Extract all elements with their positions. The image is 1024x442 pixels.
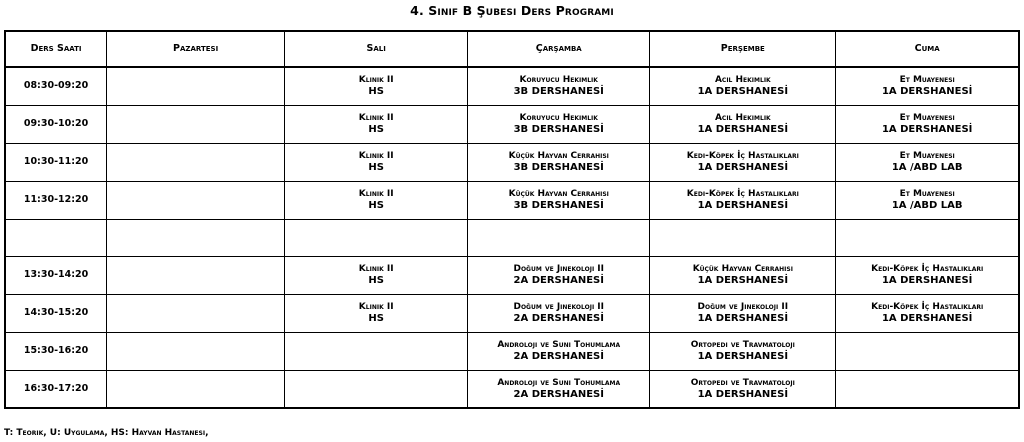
wednesday-cell <box>468 67 650 105</box>
time-cell: 15:30-16:20 <box>5 332 107 370</box>
wednesday-cell <box>468 181 650 219</box>
course-name: Klinik II <box>358 302 394 312</box>
monday-cell <box>107 67 285 105</box>
time-cell: 08:30-09:20 <box>5 67 107 105</box>
course-room: 1A DERSHANESİ <box>697 313 789 324</box>
course-room: 3B DERSHANESİ <box>513 200 604 211</box>
monday-cell <box>107 181 285 219</box>
time-cell: 09:30-10:20 <box>5 105 107 143</box>
course-room: 1A /ABD LAB <box>891 162 963 173</box>
course-room: HS <box>368 86 384 98</box>
course-name: Kedi-Köpek İç Hastalıkları <box>871 302 984 312</box>
course-name: Acil Hekimlik <box>714 75 771 86</box>
table-row <box>5 181 1019 219</box>
course-name: Küçük Hayvan Cerrahisi <box>508 151 609 161</box>
tuesday-cell <box>285 105 468 143</box>
course-room: 2A DERSHANESİ <box>513 275 604 286</box>
course-name: Klinik II <box>358 151 394 161</box>
thursday-cell <box>650 370 836 408</box>
wednesday-cell <box>468 370 650 408</box>
friday-cell <box>836 143 1019 181</box>
course-room: 3B DERSHANESİ <box>513 124 604 135</box>
course-name: Ortopedi ve Travmatoloji <box>690 377 795 388</box>
wednesday-cell <box>468 143 650 181</box>
time-cell: 11:30-12:20 <box>5 181 107 219</box>
time-cell: 10:30-11:20 <box>5 143 107 181</box>
thursday-cell <box>650 332 836 370</box>
course-room: 1A DERSHANESİ <box>881 124 973 135</box>
friday-cell <box>836 67 1019 105</box>
thursday-cell <box>650 105 836 143</box>
time-cell: 14:30-15:20 <box>5 294 107 332</box>
monday-cell <box>107 256 285 294</box>
header-time: Ders Saati <box>5 31 107 67</box>
tuesday-cell <box>285 67 468 105</box>
course-room: 1A DERSHANESİ <box>697 275 789 286</box>
course-name: Klinik II <box>358 264 394 274</box>
course-name: Doğum ve Jinekoloji II <box>513 302 605 312</box>
course-name: Doğum ve Jinekoloji II <box>697 302 789 312</box>
course-name: Et Muayenesi <box>899 113 955 123</box>
table-row <box>5 294 1019 332</box>
course-name: Et Muayenesi <box>899 75 955 86</box>
header-thursday: Perşembe <box>650 31 836 67</box>
course-room: 1A DERSHANESİ <box>697 86 789 98</box>
header-friday: Cuma <box>836 31 1019 67</box>
header-row <box>5 31 1019 67</box>
header-monday: Pazartesi <box>107 31 285 67</box>
course-room: HS <box>368 275 384 286</box>
time-cell: 13:30-14:20 <box>5 256 107 294</box>
monday-cell <box>107 219 285 256</box>
header-wednesday: Çarşamba <box>468 31 650 67</box>
course-room: 1A DERSHANESİ <box>697 388 789 400</box>
course-room: 2A DERSHANESİ <box>513 313 604 324</box>
course-name: Androloji ve Suni Tohumlama <box>497 377 621 388</box>
course-name: Kedi-Köpek İç Hastalıkları <box>871 264 984 274</box>
schedule-table <box>4 30 1020 409</box>
tuesday-cell <box>285 181 468 219</box>
table-row <box>5 67 1019 105</box>
course-room: 1A DERSHANESİ <box>697 162 789 173</box>
friday-cell <box>836 294 1019 332</box>
table-row <box>5 256 1019 294</box>
course-name: Doğum ve Jinekoloji II <box>513 264 605 274</box>
tuesday-cell <box>285 370 468 408</box>
course-name: Klinik II <box>358 189 394 199</box>
wednesday-cell <box>468 332 650 370</box>
wednesday-cell <box>468 219 650 256</box>
course-room: 2A DERSHANESİ <box>513 351 604 362</box>
time-cell: 16:30-17:20 <box>5 370 107 408</box>
thursday-cell <box>650 219 836 256</box>
tuesday-cell <box>285 256 468 294</box>
friday-cell <box>836 256 1019 294</box>
monday-cell <box>107 332 285 370</box>
course-name: Koruyucu Hekimlik <box>519 75 598 86</box>
course-name: Ortopedi ve Travmatoloji <box>690 340 795 350</box>
thursday-cell <box>650 143 836 181</box>
tuesday-cell <box>285 332 468 370</box>
friday-cell <box>836 332 1019 370</box>
table-row <box>5 105 1019 143</box>
friday-cell <box>836 219 1019 256</box>
monday-cell <box>107 143 285 181</box>
course-name: Küçük Hayvan Cerrahisi <box>692 264 793 274</box>
course-name: Androloji ve Suni Tohumlama <box>497 340 621 350</box>
course-name: Et Muayenesi <box>899 151 955 161</box>
legend-text: T: Teorik, U: Uygulama, HS: Hayvan Hastanesi, <box>4 428 209 438</box>
tuesday-cell <box>285 219 468 256</box>
course-name: Klinik II <box>358 75 394 86</box>
thursday-cell <box>650 181 836 219</box>
lunch-break-row <box>5 219 1019 256</box>
course-name: Klinik II <box>358 113 394 123</box>
course-name: Koruyucu Hekimlik <box>519 113 598 123</box>
wednesday-cell <box>468 294 650 332</box>
course-room: 3B DERSHANESİ <box>513 86 604 98</box>
page-title: 4. Sınıf B Şubesi Ders Programı <box>410 3 614 18</box>
course-name: Küçük Hayvan Cerrahisi <box>508 189 609 199</box>
table-row <box>5 332 1019 370</box>
friday-cell <box>836 370 1019 408</box>
thursday-cell <box>650 67 836 105</box>
wednesday-cell <box>468 256 650 294</box>
thursday-cell <box>650 256 836 294</box>
monday-cell <box>107 370 285 408</box>
course-room: 1A DERSHANESİ <box>697 200 789 211</box>
course-name: Kedi-Köpek İç Hastalıkları <box>686 151 799 161</box>
course-room: HS <box>368 200 384 211</box>
course-room: 3B DERSHANESİ <box>513 162 604 173</box>
course-name: Et Muayenesi <box>899 189 955 199</box>
friday-cell <box>836 181 1019 219</box>
course-room: 1A DERSHANESİ <box>881 313 973 324</box>
time-cell <box>5 219 107 256</box>
tuesday-cell <box>285 143 468 181</box>
wednesday-cell <box>468 105 650 143</box>
course-name: Kedi-Köpek İç Hastalıkları <box>686 189 799 199</box>
course-room: HS <box>368 313 384 324</box>
tuesday-cell <box>285 294 468 332</box>
course-room: 1A DERSHANESİ <box>881 275 973 286</box>
table-row <box>5 370 1019 408</box>
table-row <box>5 143 1019 181</box>
course-room: 2A DERSHANESİ <box>513 388 604 400</box>
friday-cell <box>836 105 1019 143</box>
course-room: 1A DERSHANESİ <box>697 351 789 362</box>
course-room: HS <box>368 162 384 173</box>
header-tuesday: Salı <box>285 31 468 67</box>
course-room: HS <box>368 124 384 135</box>
course-room: 1A DERSHANESİ <box>881 86 973 98</box>
course-room: 1A DERSHANESİ <box>697 124 789 135</box>
course-name: Acil Hekimlik <box>714 113 771 123</box>
thursday-cell <box>650 294 836 332</box>
course-room: 1A /ABD LAB <box>891 200 963 211</box>
monday-cell <box>107 294 285 332</box>
monday-cell <box>107 105 285 143</box>
